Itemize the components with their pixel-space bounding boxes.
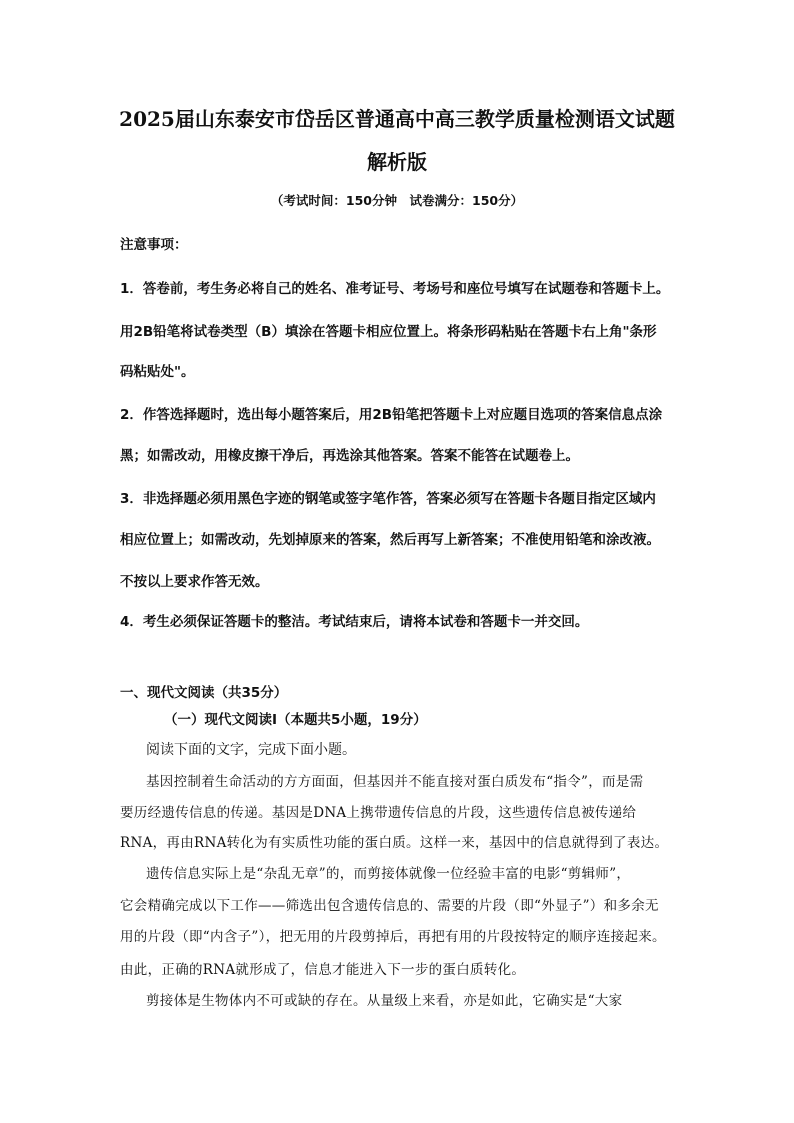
note-line: 用2B铅笔将试卷类型（B）填涂在答题卡相应位置上。将条形码粘贴在答题卡右上角"条形 [120, 324, 657, 340]
note-line: 黑；如需改动，用橡皮擦干净后，再选涂其他答案。答案不能答在试题卷上。 [120, 448, 579, 464]
passage-line: 由此，正确的RNA就形成了，信息才能进入下一步的蛋白质转化。 [120, 962, 526, 978]
passage-line: 要历经遗传信息的传递。基因是DNA上携带遗传信息的片段，这些遗传信息被传递给 [120, 805, 637, 821]
passage-line: 剪接体是生物体内不可或缺的存在。从量级上来看，亦是如此，它确实是“大家 [146, 993, 623, 1009]
note-line: 1．答卷前，考生务必将自己的姓名、准考证号、考场号和座位号填写在试题卷和答题卡上。 [120, 281, 670, 297]
passage-line: 它会精确完成以下工作——筛选出包含遗传信息的、需要的片段（即“外显子”）和多余无 [120, 898, 659, 914]
passage-line: RNA，再由RNA转化为有实质性功能的蛋白质。这样一来，基因中的信息就得到了表达。 [120, 835, 669, 851]
subsection-heading: （一）现代文阅读Ⅰ（本题共5小题，19分） [164, 712, 427, 728]
note-line: 3．非选择题必须用黑色字迹的钢笔或签字笔作答，答案必须写在答题卡各题目指定区域内 [120, 491, 656, 507]
note-line: 不按以上要求作答无效。 [120, 574, 269, 590]
notes-heading: 注意事项： [120, 237, 188, 253]
note-line: 相应位置上；如需改动，先划掉原来的答案，然后再写上新答案；不准使用铅笔和涂改液。 [120, 532, 660, 548]
note-line: 码粘贴处"。 [120, 364, 195, 380]
passage-line: 遗传信息实际上是“杂乱无章”的，而剪接体就像一位经验丰富的电影“剪辑师”， [146, 866, 631, 882]
document-title: 2025届山东泰安市岱岳区普通高中高三教学质量检测语文试题 [119, 107, 675, 131]
note-line: 2．作答选择题时，选出每小题答案后，用2B铅笔把答题卡上对应题目选项的答案信息点涂 [120, 407, 663, 423]
document-subtitle: 解析版 [367, 150, 427, 174]
section-heading: 一、现代文阅读（共35分） [120, 685, 288, 701]
exam-info: （考试时间：150分钟 试卷满分：150分） [270, 193, 524, 208]
passage-line: 基因控制着生命活动的方方面面，但基因并不能直接对蛋白质发布“指令”，而是需 [146, 774, 644, 790]
note-line: 4．考生必须保证答题卡的整洁。考试结束后，请将本试卷和答题卡一并交回。 [120, 614, 589, 630]
passage-line: 用的片段（即“内含子”），把无用的片段剪掉后，再把有用的片段按特定的顺序连接起来。 [120, 929, 666, 945]
passage-intro: 阅读下面的文字，完成下面小题。 [146, 742, 356, 758]
